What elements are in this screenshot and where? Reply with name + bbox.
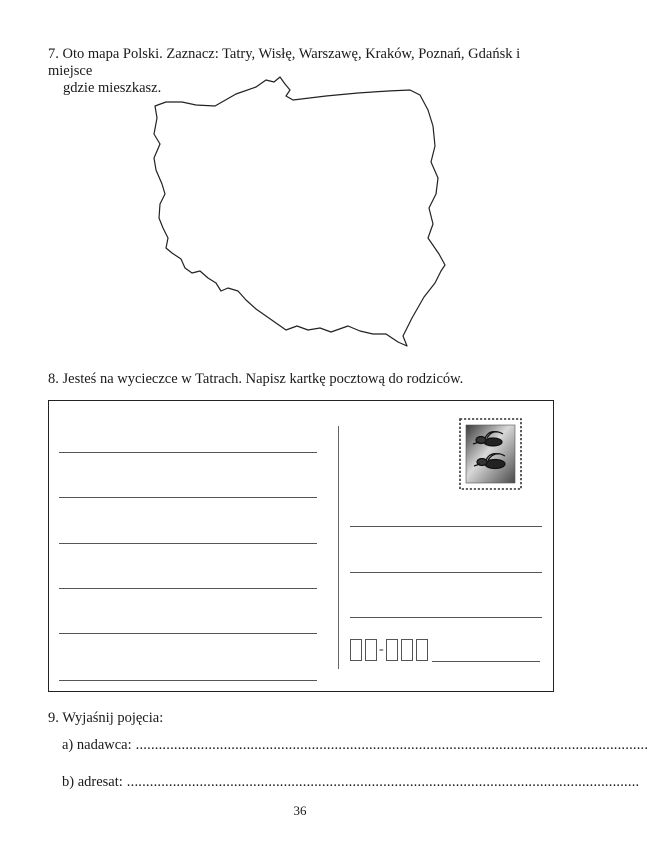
- postcard: [48, 400, 554, 692]
- question-8: 8. Jesteś na wycieczce w Tatrach. Napisz kartkę pocztową do rodziców.: [48, 371, 464, 387]
- definition-label: a) nadawca:: [62, 737, 132, 753]
- address-line[interactable]: [350, 572, 542, 573]
- answer-dotted-line[interactable]: ......................................................................................................................................: [126, 774, 640, 790]
- definition-label: b) adresat:: [62, 774, 123, 790]
- wasps-stamp-icon: [459, 418, 522, 490]
- question-7-line2: gdzie mieszkasz.: [63, 80, 162, 96]
- poland-border-path: [154, 77, 445, 346]
- message-line[interactable]: [59, 452, 317, 453]
- definition-sender: [62, 737, 648, 754]
- postcode-digit-box[interactable]: [401, 639, 413, 661]
- question-9: 9. Wyjaśnij pojęcia:: [48, 710, 164, 726]
- postcode-digit-box[interactable]: [365, 639, 377, 661]
- postcode-separator: -: [379, 642, 384, 657]
- page-number: 36: [293, 803, 307, 818]
- message-line[interactable]: [59, 497, 317, 498]
- message-line[interactable]: [59, 680, 317, 681]
- address-line[interactable]: [350, 526, 542, 527]
- question-7-line1: 7. Oto mapa Polski. Zaznacz: Tatry, Wisłę, Warszawę, Kraków, Poznań, Gdańsk i miejsce: [48, 46, 521, 79]
- message-line[interactable]: [59, 543, 317, 544]
- message-line[interactable]: [59, 633, 317, 634]
- poland-outline-map[interactable]: [148, 78, 448, 348]
- answer-dotted-line[interactable]: ......................................................................................................................................: [135, 737, 648, 753]
- postcode-digit-box[interactable]: [350, 639, 362, 661]
- postcode-field[interactable]: [350, 638, 540, 662]
- address-line[interactable]: [350, 617, 542, 618]
- city-line[interactable]: [432, 661, 540, 662]
- definition-recipient: [62, 774, 640, 791]
- postcode-digit-box[interactable]: [416, 639, 428, 661]
- message-line[interactable]: [59, 588, 317, 589]
- postcode-digit-box[interactable]: [386, 639, 398, 661]
- postcard-divider: [338, 426, 339, 669]
